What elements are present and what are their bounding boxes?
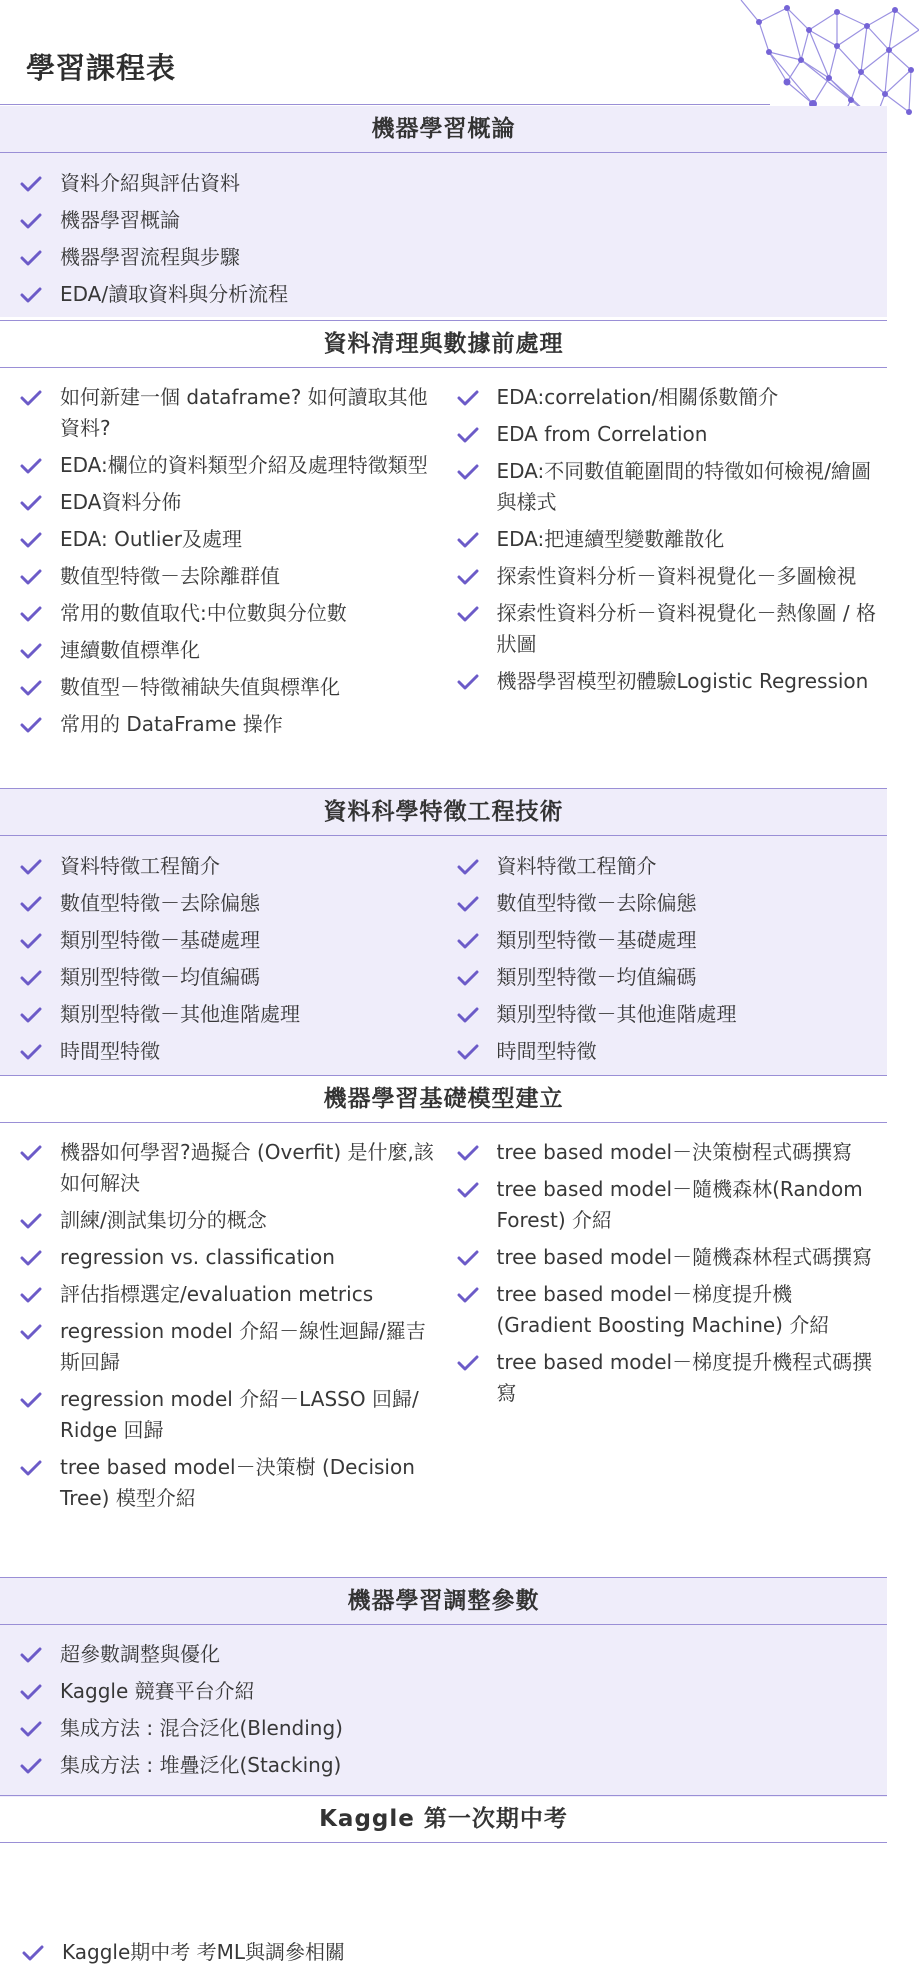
title-divider — [0, 104, 770, 105]
check-icon — [20, 1646, 42, 1664]
item-list — [20, 1639, 887, 1781]
list-item: 類別型特徵－其他進階處理 — [457, 999, 880, 1030]
item-list-right — [457, 851, 880, 1067]
list-item: EDA:不同數值範圍間的特徵如何檢視/繪圖與樣式 — [457, 456, 880, 518]
item-list — [20, 168, 887, 310]
section-heading: 資料清理與數據前處理 — [0, 320, 887, 368]
section-heading: 機器學習概論 — [0, 106, 887, 153]
list-item: 時間型特徵 — [457, 1036, 880, 1067]
check-icon — [20, 1323, 42, 1341]
check-icon — [20, 969, 42, 987]
check-icon — [20, 1249, 42, 1267]
list-item: regression model 介紹－LASSO 回歸/ Ridge 回歸 — [20, 1384, 443, 1446]
list-item: regression model 介紹－線性迴歸/羅吉斯回歸 — [20, 1316, 443, 1378]
list-item: 集成方法 : 堆疊泛化(Stacking) — [20, 1750, 887, 1781]
list-item: tree based model－隨機森林程式碼撰寫 — [457, 1242, 880, 1273]
check-icon — [20, 1683, 42, 1701]
check-icon — [20, 457, 42, 475]
check-icon — [20, 249, 42, 267]
check-icon — [20, 605, 42, 623]
check-icon — [20, 1757, 42, 1775]
list-item: 超參數調整與優化 — [20, 1639, 887, 1670]
check-icon — [20, 494, 42, 512]
list-item: 類別型特徵－均值編碼 — [457, 962, 880, 993]
check-icon — [20, 642, 42, 660]
section-heading: 機器學習調整參數 — [0, 1577, 887, 1625]
check-icon — [22, 1944, 44, 1962]
check-icon — [457, 1354, 479, 1372]
check-icon — [457, 969, 479, 987]
list-item: 類別型特徵－均值編碼 — [20, 962, 443, 993]
list-item: EDA資料分佈 — [20, 487, 443, 518]
list-item: 資料特徵工程簡介 — [457, 851, 880, 882]
page-title: 學習課程表 — [26, 51, 177, 85]
list-item: 類別型特徵－其他進階處理 — [20, 999, 443, 1030]
check-icon — [20, 1212, 42, 1230]
list-item: 類別型特徵－基礎處理 — [20, 925, 443, 956]
list-item: 訓練/測試集切分的概念 — [20, 1205, 443, 1236]
check-icon — [457, 1181, 479, 1199]
list-item: tree based model－決策樹 (Decision Tree) 模型介紹 — [20, 1452, 443, 1514]
section-heading: Kaggle 第一次期中考 — [0, 1795, 887, 1843]
list-item: EDA: Outlier及處理 — [20, 524, 443, 555]
list-item: 評估指標選定/evaluation metrics — [20, 1279, 443, 1310]
check-icon — [20, 389, 42, 407]
check-icon — [20, 1144, 42, 1162]
list-item: tree based model－梯度提升機(Gradient Boosting Machine) 介紹 — [457, 1279, 880, 1341]
check-icon — [20, 895, 42, 913]
check-icon — [457, 389, 479, 407]
check-icon — [20, 679, 42, 697]
check-icon — [457, 1006, 479, 1024]
check-icon — [20, 286, 42, 304]
check-icon — [20, 858, 42, 876]
check-icon — [20, 568, 42, 586]
list-item: EDA:欄位的資料類型介紹及處理特徵類型 — [20, 450, 443, 481]
section-data-cleaning — [0, 320, 887, 790]
check-icon — [457, 673, 479, 691]
list-item: 機器學習流程與步驟 — [20, 242, 887, 273]
section-heading: 機器學習基礎模型建立 — [0, 1075, 887, 1123]
check-icon — [20, 1391, 42, 1409]
list-item: 數值型特徵－去除偏態 — [20, 888, 443, 919]
item-list — [22, 1937, 887, 1968]
check-icon — [20, 716, 42, 734]
check-icon — [457, 568, 479, 586]
check-icon — [20, 1286, 42, 1304]
list-item: EDA/讀取資料與分析流程 — [20, 279, 887, 310]
list-item: 數值型特徵－去除離群值 — [20, 561, 443, 592]
check-icon — [457, 895, 479, 913]
list-item: 數值型特徵－去除偏態 — [457, 888, 880, 919]
list-item: 常用的 DataFrame 操作 — [20, 709, 443, 740]
section-tuning — [0, 1577, 887, 1797]
list-item: tree based model－梯度提升機程式碼撰寫 — [457, 1347, 880, 1409]
list-item: tree based model－隨機森林(Random Forest) 介紹 — [457, 1174, 880, 1236]
check-icon — [457, 426, 479, 444]
list-item: 集成方法 : 混合泛化(Blending) — [20, 1713, 887, 1744]
check-icon — [457, 932, 479, 950]
list-item: 探索性資料分析－資料視覺化－熱像圖 / 格狀圖 — [457, 598, 880, 660]
check-icon — [457, 605, 479, 623]
list-item: 機器學習概論 — [20, 205, 887, 236]
list-item: EDA:correlation/相關係數簡介 — [457, 382, 880, 413]
list-item: EDA from Correlation — [457, 419, 880, 450]
check-icon — [20, 175, 42, 193]
check-icon — [457, 1043, 479, 1061]
list-item: 機器學習模型初體驗Logistic Regression — [457, 666, 880, 697]
list-item: 數值型－特徵補缺失值與標準化 — [20, 672, 443, 703]
list-item: regression vs. classification — [20, 1242, 443, 1273]
list-item: tree based model－決策樹程式碼撰寫 — [457, 1137, 880, 1168]
check-icon — [20, 531, 42, 549]
section-basic-models — [0, 1075, 887, 1597]
check-icon — [457, 858, 479, 876]
item-list-left — [20, 851, 443, 1067]
list-item: 資料介紹與評估資料 — [20, 168, 887, 199]
check-icon — [20, 1043, 42, 1061]
list-item: 如何新建一個 dataframe? 如何讀取其他資料? — [20, 382, 443, 444]
list-item: 連續數值標準化 — [20, 635, 443, 666]
list-item: 機器如何學習?過擬合 (Overfit) 是什麼,該如何解決 — [20, 1137, 443, 1199]
check-icon — [457, 1144, 479, 1162]
list-item: Kaggle期中考 考ML與調參相關 — [22, 1937, 887, 1968]
check-icon — [457, 531, 479, 549]
section-kaggle-midterm — [0, 1795, 887, 1974]
check-icon — [20, 212, 42, 230]
list-item: 探索性資料分析－資料視覺化－多圖檢視 — [457, 561, 880, 592]
list-item: 資料特徵工程簡介 — [20, 851, 443, 882]
item-list-right — [457, 1137, 880, 1409]
section-ml-intro — [0, 106, 887, 317]
check-icon — [20, 1720, 42, 1738]
list-item: EDA:把連續型變數離散化 — [457, 524, 880, 555]
list-item: 常用的數值取代:中位數與分位數 — [20, 598, 443, 629]
item-list-left — [20, 1137, 443, 1514]
list-item: 時間型特徵 — [20, 1036, 443, 1067]
section-heading: 資料科學特徵工程技術 — [0, 788, 887, 836]
check-icon — [20, 932, 42, 950]
section-feature-engineering — [0, 788, 887, 1076]
list-item: Kaggle 競賽平台介紹 — [20, 1676, 887, 1707]
check-icon — [457, 1286, 479, 1304]
item-list-right — [457, 382, 880, 697]
check-icon — [20, 1006, 42, 1024]
check-icon — [457, 463, 479, 481]
item-list-left — [20, 382, 443, 740]
check-icon — [20, 1459, 42, 1477]
check-icon — [457, 1249, 479, 1267]
list-item: 類別型特徵－基礎處理 — [457, 925, 880, 956]
